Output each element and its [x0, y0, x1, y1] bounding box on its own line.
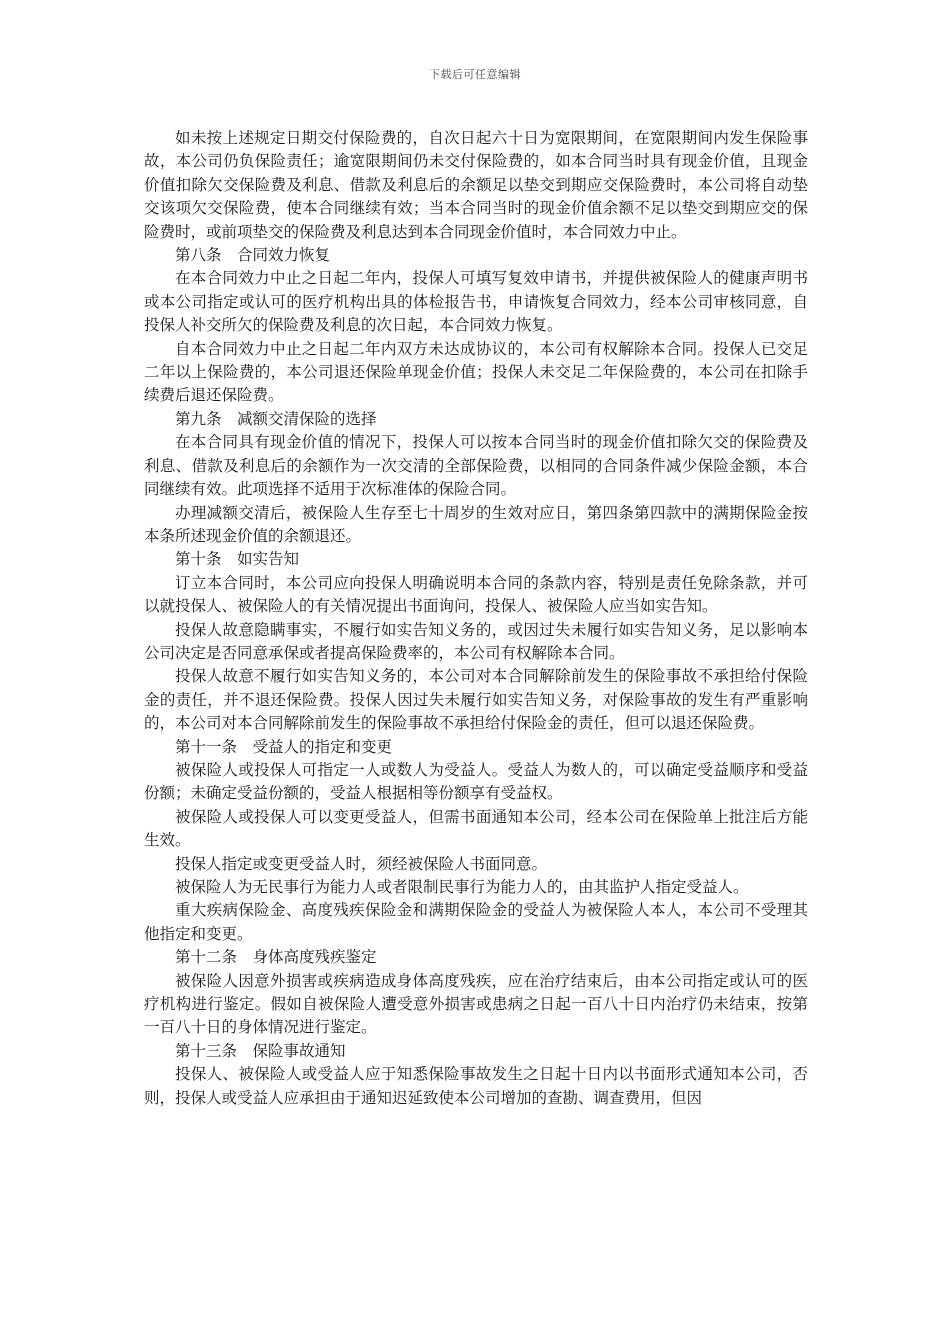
- paragraph: 被保险人为无民事行为能力人或者限制民事行为能力人的，由其监护人指定受益人。: [175, 878, 749, 896]
- paragraph: 投保人、被保险人或受益人应于知悉保险事故发生之日起十日内以书面形式通知本公司，否则，投保人或受益人应承担由于通知迟延致使本公司增加的查勘、调查费用，但因: [144, 1065, 808, 1107]
- paragraph: 在本合同具有现金价值的情况下，投保人可以按本合同当时的现金价值扣除欠交的保险费及利息、借款及利息后的余额作为一次交清的全部保险费，以相同的合同条件减少保险金额，本合同继续有效。此项选择不适用于次标准体的保险合同。: [144, 433, 808, 499]
- paragraph: 投保人指定或变更受益人时，须经被保险人书面同意。: [175, 854, 548, 873]
- section-heading: 第十条 如实告知: [175, 550, 300, 569]
- section-heading: 第十一条 受益人的指定和变更: [175, 737, 393, 756]
- page-header: 下载后可任意编辑: [429, 68, 521, 81]
- paragraph: 订立本合同时，本公司应向投保人明确说明本合同的条款内容，特别是责任免除条款，并可以就投保人、被保险人的有关情况提出书面询问，投保人、被保险人应当如实告知。: [144, 573, 808, 616]
- section-heading: 第十二条 身体高度残疾鉴定: [175, 948, 377, 967]
- section-heading: 第九条 减额交清保险的选择: [175, 409, 377, 428]
- paragraph: 在本合同效力中止之日起二年内，投保人可填写复效申请书，并提供被保险人的健康声明书或本公司指定或认可的医疗机构出具的体检报告书，申请恢复合同效力，经本公司审核同意，自投保人补交所欠的保险费及利息的次日起，本合同效力恢复。: [144, 269, 808, 335]
- paragraph: 办理减额交清后，被保险人生存至七十周岁的生效对应日，第四条第四款中的满期保险金按本条所述现金价值的余额退还。: [144, 503, 808, 545]
- section-heading: 第八条 合同效力恢复: [175, 246, 331, 265]
- paragraph: 投保人故意隐瞒事实，不履行如实告知义务的，或因过失未履行如实告知义务，足以影响本公司决定是否同意承保或者提高保险费率的，本公司有权解除本合同。: [144, 620, 808, 662]
- section-heading: 第十三条 保险事故通知: [175, 1041, 346, 1060]
- paragraph: 被保险人或投保人可以变更受益人，但需书面通知本公司，经本公司在保险单上批注后方能生效。: [144, 807, 808, 850]
- paragraph: 如未按上述规定日期交付保险费的，自次日起六十日为宽限期间，在宽限期间内发生保险事故，本公司仍负保险责任；逾宽限期间仍未交付保险费的，如本合同当时具有现金价值，且现金价值扣除欠交保险费及利息、借款及利息后的余额足以垫交到期应交保险费时，本公司将自动垫交该项欠交保险费，使本合同继续有效；当本合同当时的现金价值余额不足以垫交到期应交的保险费时，或前项垫交的保险费及利息达到本合同现金价值时，本合同效力中止。: [144, 129, 808, 241]
- document-body: [144, 127, 808, 1110]
- paragraph: 被保险人或投保人可指定一人或数人为受益人。受益人为数人的，可以确定受益顺序和受益份额；未确定受益份额的，受益人根据相等份额享有受益权。: [144, 760, 808, 803]
- paragraph: 投保人故意不履行如实告知义务的，本公司对本合同解除前发生的保险事故不承担给付保险金的责任，并不退还保险费。投保人因过失未履行如实告知义务，对保险事故的发生有严重影响的，本公司对本合同解除前发生的保险事故不承担给付保险金的责任，但可以退还保险费。: [144, 667, 808, 733]
- paragraph: 自本合同效力中止之日起二年内双方未达成协议的，本公司有权解除本合同。投保人已交足二年以上保险费的，本公司退还保险单现金价值；投保人未交足二年保险费的，本公司在扣除手续费后退还保险费。: [144, 339, 808, 405]
- paragraph: 重大疾病保险金、高度残疾保险金和满期保险金的受益人为被保险人本人，本公司不受理其他指定和变更。: [144, 901, 808, 943]
- paragraph: 被保险人因意外损害或疾病造成身体高度残疾，应在治疗结束后，由本公司指定或认可的医疗机构进行鉴定。假如自被保险人遭受意外损害或患病之日起一百八十日内治疗仍未结束，按第一百八十日的身体情况进行鉴定。: [144, 971, 808, 1037]
